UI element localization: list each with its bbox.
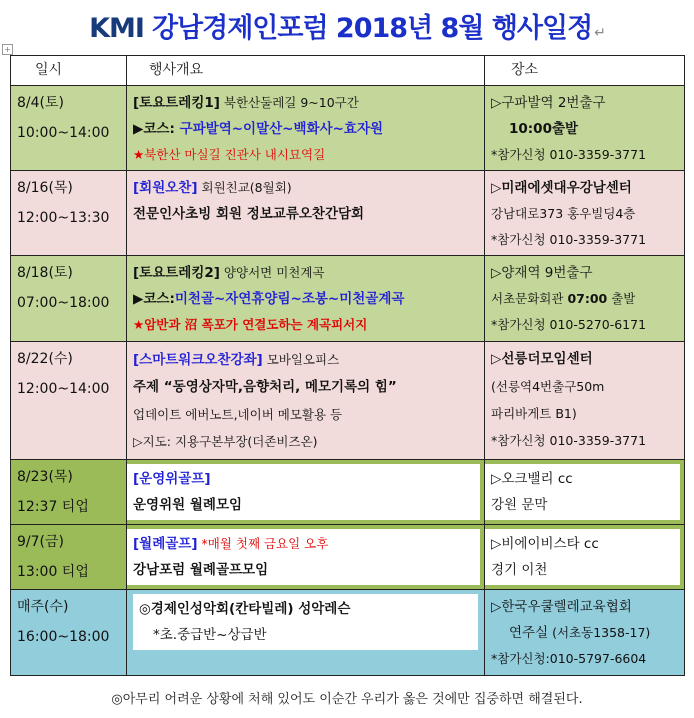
title-text: 강남경제인포럼 2018년 8월 행사일정 (151, 13, 593, 44)
table-row (11, 256, 685, 342)
summary-cell: ◎경제인성악회(칸타빌레) 성악레슨 *초.중급반~상급반 (127, 590, 485, 676)
page-title (0, 6, 694, 45)
place-cell: ▷선릉더모임센터 (선릉역4번출구50m 파리바게트 B1) *참가신청 010-3359-3771 (485, 342, 685, 460)
paragraph-mark-icon: ↵ (594, 25, 605, 41)
table-move-handle-icon[interactable]: + (2, 44, 13, 55)
footer-quote: ◎아무리 어려운 상황에 처해 있어도 이순간 우리가 옳은 것에만 집중하면 해결된다. (111, 692, 583, 707)
place-cell: ▷양재역 9번출구 서초문화회관 07:00 출발 *참가신청 010-5270-6171 (485, 256, 685, 342)
summary-cell: [월례골프] *매월 첫째 금요일 오후 강남포럼 월례골프모임 (127, 525, 485, 590)
header-date: 일시 (11, 56, 127, 86)
table-row (11, 342, 685, 460)
place-cell: ▷오크밸리 cc 강원 문막 (485, 460, 685, 525)
summary-cell: [토요트레킹1] 북한산둘레길 9~10구간 ▶코스: 구파발역~이말산~백화사~효자원 ★북한산 마실길 진관사 내시묘역길 (127, 86, 485, 171)
date-cell: 8/4(토) 10:00~14:00 (11, 86, 127, 171)
header-place: 장소 (485, 56, 685, 86)
kmi-logo-text: KMI (89, 13, 144, 44)
table-row (11, 460, 685, 525)
date-cell: 8/16(목) 12:00~13:30 (11, 171, 127, 256)
summary-cell: [회원오찬] 회원친교(8월회) 전문인사초빙 회원 정보교류오찬간담회 (127, 171, 485, 256)
place-cell: ▷비에이비스타 cc 경기 이천 (485, 525, 685, 590)
summary-cell: [스마트워크오찬강좌] 모바일오피스 주제 “동영상자막,음향처리, 메모기록의 힘” 업데이트 에버노트,네이버 메모활용 등 ▷지도: 지용구본부장(더존비즈온) (127, 342, 485, 460)
date-cell: 매주(수) 16:00~18:00 (11, 590, 127, 676)
date-cell: 8/18(토) 07:00~18:00 (11, 256, 127, 342)
date-cell: 8/23(목) 12:37 티업 (11, 460, 127, 525)
header-summary: 행사개요 (127, 56, 485, 86)
header-row (11, 56, 685, 86)
summary-cell: [운영위골프] 운영위원 월례모임 (127, 460, 485, 525)
table-row (11, 86, 685, 171)
summary-cell: [토요트레킹2] 양양서면 미천계곡 ▶코스:미천골~자연휴양림~조봉~미천골계곡 ★암반과 沼 폭포가 연결도하는 계곡피서지 (127, 256, 485, 342)
place-cell: ▷한국우쿨렐레교육협회 연주실 (서초동1358-17) *참가신청:010-5797-6604 (485, 590, 685, 676)
date-cell: 8/22(수) 12:00~14:00 (11, 342, 127, 460)
date-cell: 9/7(금) 13:00 티업 (11, 525, 127, 590)
table-row (11, 171, 685, 256)
table-row (11, 525, 685, 590)
place-cell: ▷미래에셋대우강남센터 강남대로373 홍우빌딩4층 *참가신청 010-3359-3771 (485, 171, 685, 256)
table-row (11, 590, 685, 676)
schedule-table (10, 55, 685, 676)
place-cell: ▷구파발역 2번출구 10:00출발 *참가신청 010-3359-3771 (485, 86, 685, 171)
